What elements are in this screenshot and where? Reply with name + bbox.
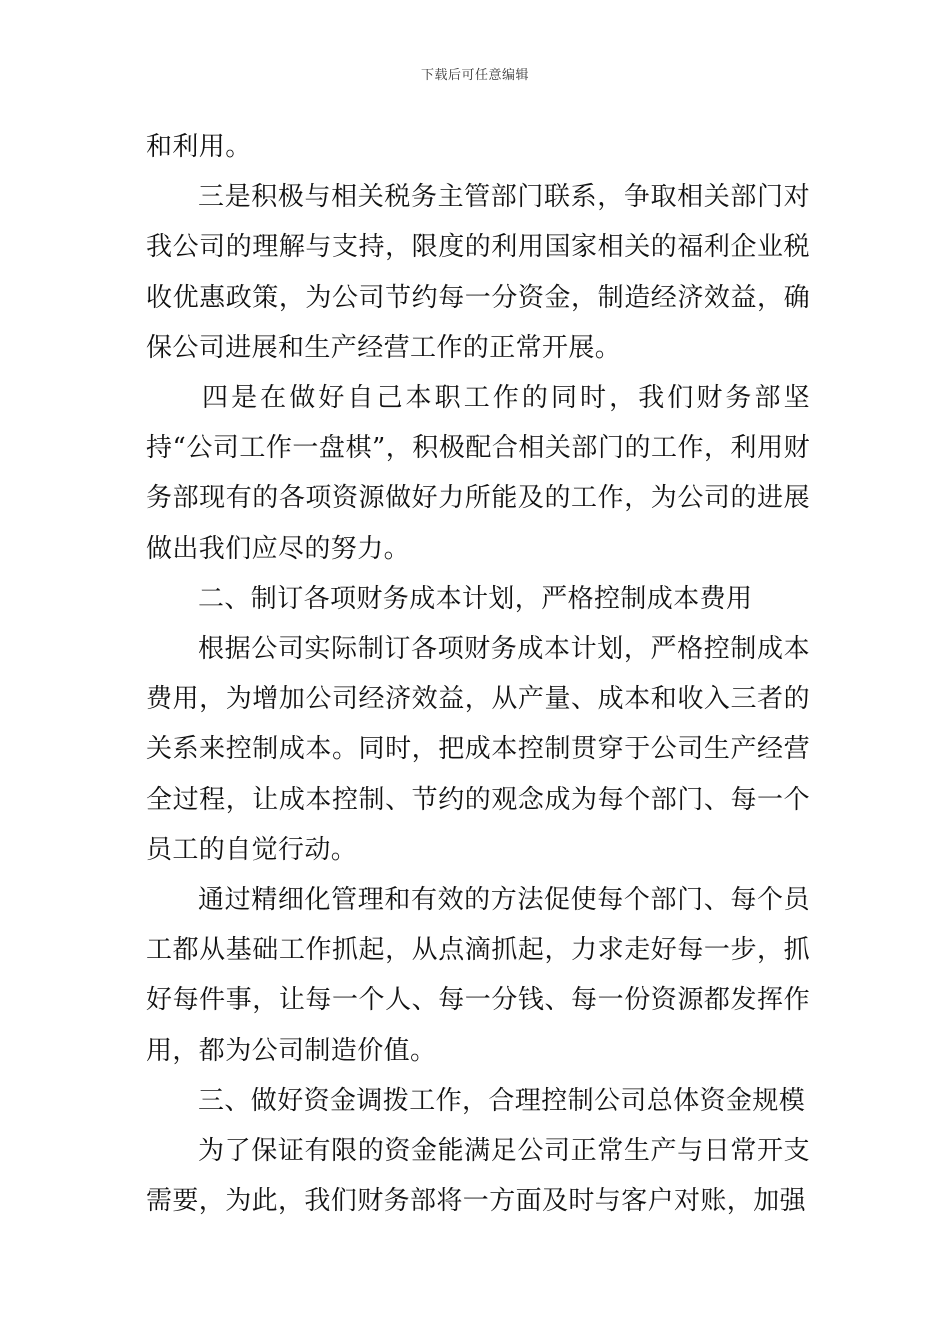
paragraph-2: 三是积极与相关税务主管部门联系，争取相关部门对我公司的理解与支持，限度的利用国家相关的福利企业税收优惠政策，为公司节约每一分资金，制造经济效益，确保公司进展和生产经营工作的正常开展。	[146, 182, 810, 363]
paragraph-5: 通过精细化管理和有效的方法促使每个部门、每个员工都从基础工作抓起，从点滴抓起，力求走好每一步，抓好每件事，让每一个人、每一分钱、每一份资源都发挥作用，都为公司制造价值。	[146, 885, 810, 1066]
paragraph-3: 四是在做好自己本职工作的同时，我们财务部坚持“公司工作一盘棋”，积极配合相关部门的工作，利用财务部现有的各项资源做好力所能及的工作，为公司的进展做出我们应尽的努力。	[146, 383, 810, 564]
paragraph-6: 为了保证有限的资金能满足公司正常生产与日常开支需要，为此，我们财务部将一方面及时与客户对账，加强	[146, 1136, 810, 1217]
document-body	[146, 122, 810, 1226]
page-header: 下载后可任意编辑	[420, 68, 529, 83]
section-heading-2: 二、制订各项财务成本计划，严格控制成本费用	[198, 583, 753, 614]
paragraph-4: 根据公司实际制订各项财务成本计划，严格控制成本费用，为增加公司经济效益，从产量、成本和收入三者的关系来控制成本。同时，把成本控制贯穿于公司生产经营全过程，让成本控制、节约的观念成为每个部门、每一个员工的自觉行动。	[146, 634, 810, 865]
section-heading-3: 三、做好资金调拨工作，合理控制公司总体资金规模	[198, 1085, 806, 1116]
paragraph-1: 和利用。	[146, 132, 252, 162]
